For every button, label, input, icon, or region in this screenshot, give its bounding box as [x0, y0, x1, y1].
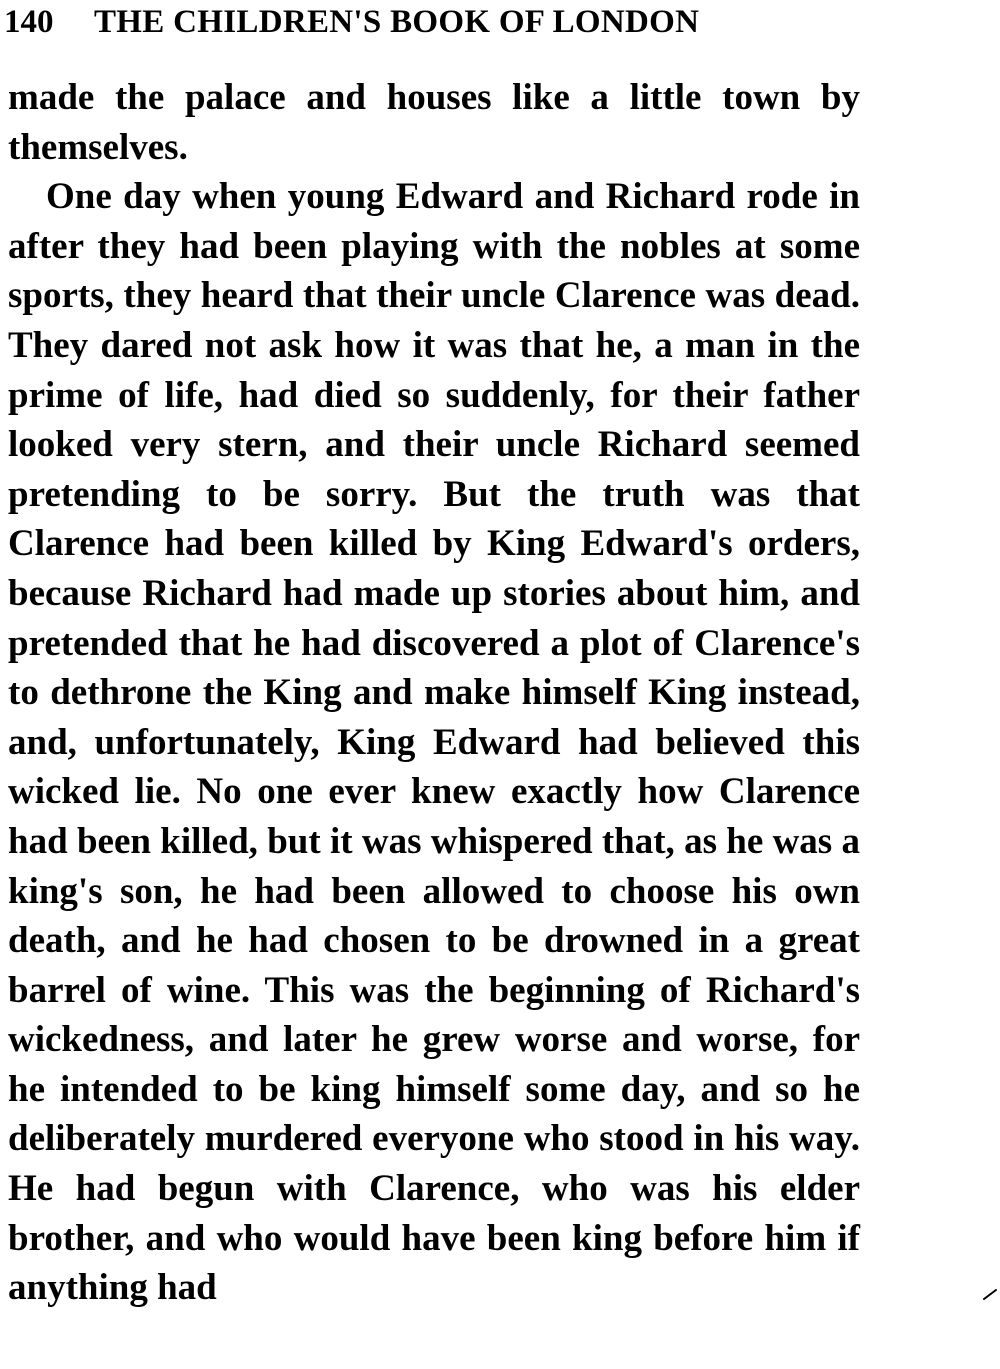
- book-title: THE CHILDREN'S BOOK OF LONDON: [94, 4, 700, 40]
- paragraph-continued: made the palace and houses like a little town by themselves.: [8, 77, 860, 168]
- body-text: [8, 73, 860, 1313]
- margin-mark: [982, 1287, 998, 1301]
- page-number: 140: [4, 4, 54, 40]
- paragraph-clarence: One day when young Edward and Richard rode in after they had been playing with the nobles at some sports, they heard that their uncle Clarence was dead. They dared not ask how it was that he, a man in the prime of life, had died so suddenly, for their father looked very stern, and their uncle Richard seemed pretending to be sorry. But the truth was that Clarence had been killed by King Edward's orders, because Richard had made up stories about him, and pretended that he had discovered a plot of Clarence's to dethrone the King and make himself King instead, and, unfortunately, King Edward had believed this wicked lie. No one ever knew exactly how Clarence had been killed, but it was whispered that, as he was a king's son, he had been allowed to choose his own death, and he had chosen to be drowned in a great barrel of wine. This was the beginning of Richard's wickedness, and later he grew worse and worse, for he intended to be king himself some day, and so he deliberately murdered everyone who stood in his way. He had begun with Clarence, who was his elder brother, and who would have been king before him if anything had: [8, 176, 860, 1309]
- running-head: [4, 2, 864, 42]
